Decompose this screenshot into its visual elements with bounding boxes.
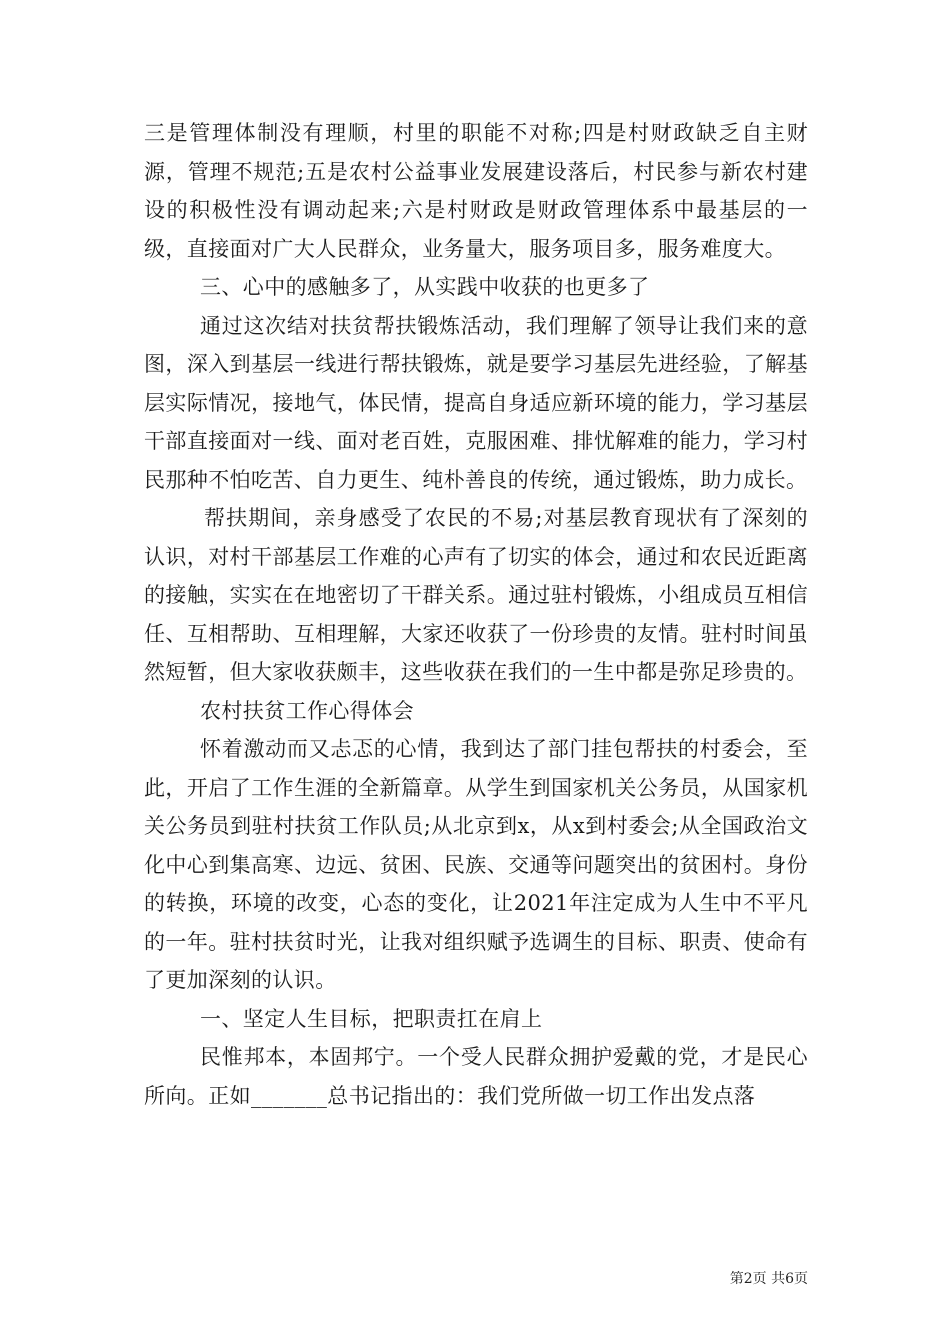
footer-total-pages: 6: [785, 1271, 794, 1287]
paragraph-people-foundation: 民惟邦本，本固邦宁。一个受人民群众拥护爱戴的党，才是民心所向。正如_______总书记指出的：我们党所做一切工作出发点落: [144, 1045, 808, 1108]
paragraph-arrival: 怀着激动而又忐忑的心情，我到达了部门挂包帮扶的村委会，至此，开启了工作生涯的全新篇章。从学生到国家机关公务员，从国家机关公务员到驻村扶贫工作队员;从北京到x，从x到村委会;从全国政治文化中心到集高寒、边远、贫困、民族、交通等问题突出的贫困村。身份的转换，环境的改变，心态的变化，让2021年注定成为人生中不平凡的一年。驻村扶贫时光，让我对组织赋予选调生的目标、职责、使命有了更加深刻的认识。: [144, 737, 808, 992]
footer-page-number: 2: [743, 1271, 753, 1287]
paragraph-assistance-period: 帮扶期间，亲身感受了农民的不易;对基层教育现状有了深刻的认识，对村干部基层工作难的心声有了切实的体会，通过和农民近距离的接触，实实在在地密切了干群关系。通过驻村锻炼，小组成员互相信任、互相帮助、互相理解，大家还收获了一份珍贵的友情。驻村时间虽然短暂，但大家收获颇丰，这些收获在我们的一生中都是弥足珍贵的。: [144, 506, 808, 684]
section-heading-one: 一、坚定人生目标，把职责扛在肩上: [200, 1006, 543, 1031]
page-footer: [0, 1268, 808, 1288]
section-heading-three: 三、心中的感触多了，从实践中收获的也更多了: [200, 275, 650, 299]
document-body: [144, 114, 808, 1115]
article-title: 农村扶贫工作心得体会: [200, 698, 414, 723]
footer-suffix: 页: [794, 1271, 808, 1287]
footer-prefix: 第: [729, 1271, 744, 1287]
paragraph-management-issues: 三是管理体制没有理顺，村里的职能不对称;四是村财政缺乏自主财源，管理不规范;五是农村公益事业发展建设落后，村民参与新农村建设的积极性没有调动起来;六是村财政是财政管理体系中最基层的一级，直接面对广大人民群众，业务量大，服务项目多，服务难度大。: [144, 121, 808, 261]
footer-middle: 页 共: [752, 1271, 786, 1287]
paragraph-training-understanding: 通过这次结对扶贫帮扶锻炼活动，我们理解了领导让我们来的意图，深入到基层一线进行帮扶锻炼，就是要学习基层先进经验，了解基层实际情况，接地气，体民情，提高自身适应新环境的能力，学习基层干部直接面对一线、面对老百姓，克服困难、排忧解难的能力，学习村民那种不怕吃苦、自力更生、纯朴善良的传统，通过锻炼，助力成长。: [144, 313, 808, 492]
